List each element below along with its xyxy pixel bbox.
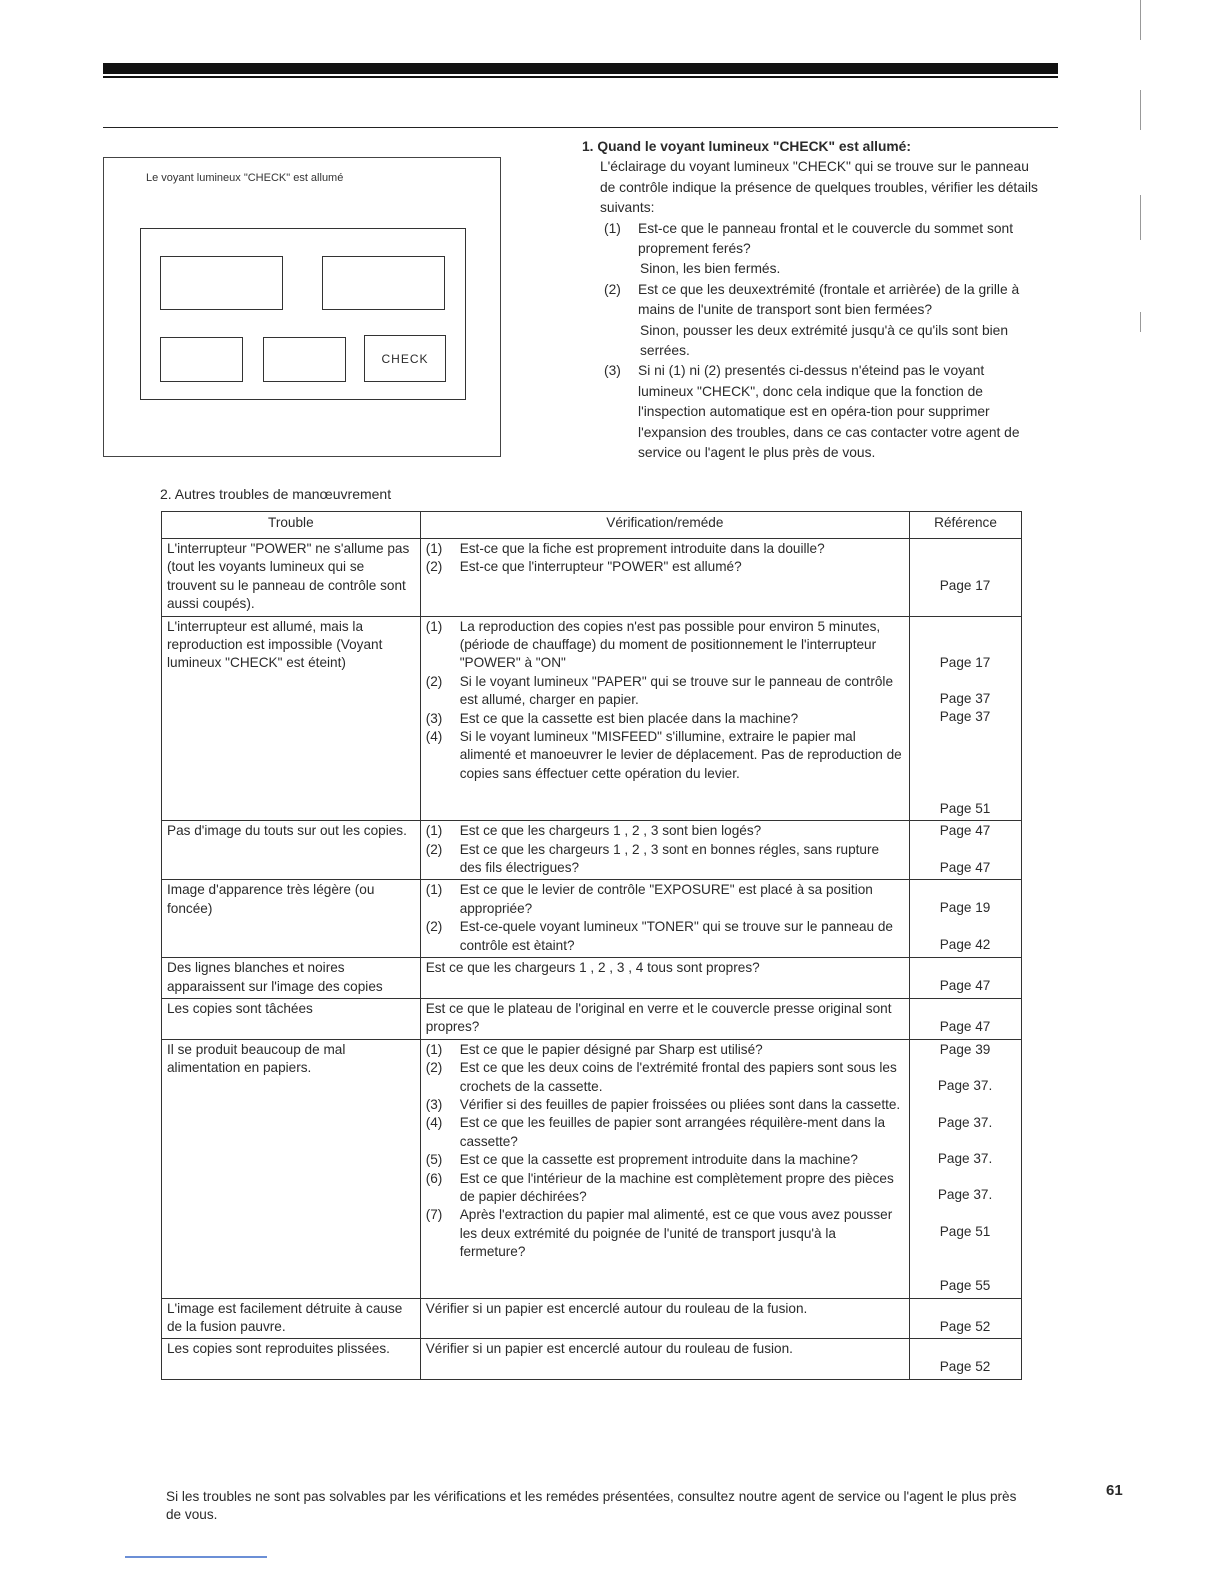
page-reference: Page 47 <box>939 859 991 875</box>
page-reference: Page 51 <box>939 800 991 816</box>
check-item <box>426 1096 903 1114</box>
section-1-intro: L'éclairage du voyant lumineux "CHECK" qui se trouve sur le panneau de contrôle indique la présence de quelques troubles, vérifier les détails suivants: <box>600 159 1038 216</box>
check-item <box>426 540 903 558</box>
item-text: Si ni (1) ni (2) presentés ci-dessus n'éteind pas le voyant lumineux "CHECK", donc cela indique que la fonction de l'inspection automatique est en opéra-tion pour supprimer l'expansion des troubles, dans ce cas contacter votre agent de service ou l'agent le plus près de vous. <box>638 363 1020 461</box>
section-divider <box>103 127 1058 128</box>
check-number: (2) <box>425 673 443 689</box>
check-text: Si le voyant lumineux "MISFEED" s'illumine, extraire le papier mal alimenté et manoeuvrer le levier de déplacement. Pas de reproduction de copies sans éffectuer cette opération du levier. <box>459 729 902 781</box>
check-number: (2) <box>425 841 443 857</box>
figure-caption: Le voyant lumineux "CHECK" est allumé <box>146 172 344 184</box>
verification-cell: Est ce que les chargeurs 1 , 2 , 3 , 4 tous sont propres? <box>420 958 909 999</box>
panel-indicator-2 <box>263 337 346 382</box>
check-item <box>426 1059 903 1096</box>
check-number: (1) <box>425 823 443 839</box>
page-reference: Page 52 <box>939 1318 991 1334</box>
check-text: La reproduction des copies n'est pas possible pour environ 5 minutes, (période de chauffage) du moment de positionnement le l'interrupteur "POWER" à "ON" <box>459 618 881 671</box>
trouble-cell: Les copies sont tâchées <box>162 998 421 1039</box>
page-reference: Page 51 <box>939 1223 991 1239</box>
check-text: Est ce que le levier de contrôle "EXPOSURE" est placé à sa position appropriée? <box>459 882 873 916</box>
check-number: (2) <box>425 1060 443 1076</box>
check-text: Est ce que l'intérieur de la machine est complètement propre des pièces de papier déchirées? <box>459 1170 894 1204</box>
verification-cell <box>420 821 909 880</box>
item-subtext: Sinon, pousser les deux extrémité jusqu'à ce qu'ils sont bien serrées. <box>640 322 1009 359</box>
section-2-heading: 2. Autres troubles de manœuvrement <box>160 486 392 502</box>
page-reference: Page 17 <box>939 654 991 670</box>
reference-cell <box>910 998 1022 1039</box>
check-number: (2) <box>425 559 443 575</box>
table-row <box>162 880 1022 958</box>
check-number: (4) <box>425 729 443 745</box>
reference-cell <box>910 539 1022 617</box>
panel-display-right <box>322 256 445 310</box>
page-number: 61 <box>1106 1482 1123 1499</box>
header-verification: Vérification/reméde <box>420 512 909 539</box>
page-reference: Page 37. <box>937 1114 993 1130</box>
check-item <box>426 918 903 955</box>
page-reference: Page 47 <box>939 978 991 994</box>
check-text: Est ce que le papier désigné par Sharp est utilisé? <box>459 1041 763 1057</box>
check-item <box>426 1170 903 1207</box>
verification-cell <box>420 880 909 958</box>
reference-cell <box>910 880 1022 958</box>
check-item <box>426 618 903 673</box>
table-row <box>162 1339 1022 1379</box>
check-item <box>426 710 903 728</box>
table-row <box>162 616 1022 821</box>
page-reference: Page 37 <box>939 691 991 707</box>
check-number: (1) <box>425 882 443 898</box>
panel-indicator-1 <box>160 337 243 382</box>
troubleshooting-table <box>161 511 1022 1380</box>
verification-cell <box>420 1039 909 1298</box>
section-1-item <box>582 219 1038 260</box>
verification-cell: Est ce que le plateau de l'original en verre et le couvercle presse original sont propres? <box>420 998 909 1039</box>
table-header-row <box>162 512 1022 539</box>
check-text: Vérifier si des feuilles de papier froissées ou pliées sont dans la cassette. <box>459 1096 901 1112</box>
header-reference: Référence <box>910 512 1022 539</box>
header-thick-rule <box>103 63 1058 74</box>
table-row <box>162 821 1022 880</box>
check-number: (3) <box>425 710 443 726</box>
check-indicator <box>364 335 446 382</box>
reference-cell <box>910 616 1022 821</box>
check-text: Est-ce-quele voyant lumineux "TONER" qui se trouve sur le panneau de contrôle est ètaint? <box>459 919 893 953</box>
page-reference: Page 47 <box>939 823 991 839</box>
check-indicator-label: CHECK <box>381 351 429 366</box>
check-item <box>426 822 903 840</box>
section-1-heading: 1. Quand le voyant lumineux "CHECK" est allumé: <box>582 139 911 154</box>
check-number: (2) <box>425 919 443 935</box>
check-number: (3) <box>425 1096 443 1112</box>
check-text: Est ce que les deux coins de l'extrémité frontal des papiers sont sous les crochets de la cassette. <box>459 1060 897 1094</box>
check-text: Est ce que la cassette est bien placée dans la machine? <box>459 710 799 726</box>
panel-display-left <box>160 256 283 310</box>
header-trouble: Trouble <box>162 512 421 539</box>
trouble-cell: Les copies sont reproduites plissées. <box>162 1339 421 1379</box>
section-1-item <box>582 361 1038 463</box>
check-item <box>426 881 903 918</box>
page-reference: Page 17 <box>939 578 991 593</box>
binding-edge-mark <box>1140 312 1141 332</box>
check-item <box>426 1041 903 1059</box>
check-item <box>426 1114 903 1151</box>
section-1-item <box>582 280 1038 321</box>
table-row <box>162 1298 1022 1339</box>
reference-cell <box>910 821 1022 880</box>
verification-cell <box>420 539 909 617</box>
page-reference: Page 55 <box>939 1278 991 1294</box>
check-text: Est ce que les chargeurs 1 , 2 , 3 sont bien logés? <box>459 823 762 839</box>
check-number: (1) <box>425 618 443 634</box>
page-reference: Page 37. <box>937 1187 993 1203</box>
reference-cell <box>910 1298 1022 1339</box>
page-reference: Page 47 <box>939 1018 991 1034</box>
check-number: (4) <box>425 1115 443 1131</box>
page-reference: Page 52 <box>939 1359 991 1375</box>
table-row <box>162 958 1022 999</box>
check-number: (7) <box>425 1207 443 1223</box>
trouble-cell: L'image est facilement détruite à cause de la fusion pauvre. <box>162 1298 421 1339</box>
table-row <box>162 998 1022 1039</box>
page-reference: Page 37 <box>939 709 991 725</box>
reference-cell <box>910 1039 1022 1298</box>
table-row <box>162 1039 1022 1298</box>
footnote: Si les troubles ne sont pas solvables par les vérifications et les remédes présentées, consultez noutre agent de service ou l'agent le plus près de vous. <box>166 1489 1017 1523</box>
check-number: (1) <box>425 1041 443 1057</box>
page-reference: Page 42 <box>939 936 991 952</box>
item-text: Est ce que les deuxextrémité (frontale et arrièrée) de la grille à mains de l'unite de transport sont bien fermées? <box>638 281 1020 318</box>
check-item <box>426 673 903 710</box>
check-text: Si le voyant lumineux "PAPER" qui se trouve sur le panneau de contrôle est allumé, charger en papier. <box>459 673 894 708</box>
reference-cell <box>910 1339 1022 1379</box>
check-number: (1) <box>425 541 443 556</box>
check-text: Après l'extraction du papier mal alimenté, est ce que vous avez pousser les deux extrémité du poignée de l'unité de transport jusqu'à la fermeture? <box>459 1207 893 1260</box>
trouble-cell: L'interrupteur est allumé, mais la reproduction est impossible (Voyant lumineux "CHECK" est éteint) <box>162 616 421 821</box>
page-reference: Page 37. <box>937 1150 993 1166</box>
binding-edge-mark <box>1140 90 1141 130</box>
header-thin-rule <box>103 76 1058 78</box>
trouble-cell: L'interrupteur "POWER" ne s'allume pas (tout les voyants lumineux qui se trouvent su le panneau de contrôle sont aussi coupés). <box>162 539 421 617</box>
check-item <box>426 728 903 783</box>
page-reference: Page 19 <box>939 900 991 916</box>
check-text: Est-ce que la fiche est proprement introduite dans la douille? <box>459 541 825 556</box>
check-number: (5) <box>425 1152 443 1168</box>
trouble-cell: Il se produit beaucoup de mal alimentation en papiers. <box>162 1039 421 1298</box>
item-number: (2) <box>604 281 621 297</box>
page-reference: Page 39 <box>939 1041 991 1057</box>
item-text: Est-ce que le panneau frontal et le couvercle du sommet sont proprement ferés? <box>638 220 1014 257</box>
trouble-cell: Pas d'image du touts sur out les copies. <box>162 821 421 880</box>
trouble-cell: Des lignes blanches et noires apparaissent sur l'image des copies <box>162 958 421 999</box>
check-item <box>426 1206 903 1261</box>
check-number: (6) <box>425 1170 443 1186</box>
page-reference: Page 37. <box>937 1078 993 1094</box>
check-item <box>426 841 903 878</box>
verification-cell: Vérifier si un papier est encerclé autour du rouleau de fusion. <box>420 1339 909 1379</box>
check-text: Est ce que les chargeurs 1 , 2 , 3 sont en bonnes régles, sans rupture des fils électrigues? <box>459 841 880 876</box>
trouble-cell: Image d'apparence très légère (ou foncée) <box>162 880 421 958</box>
table-row <box>162 539 1022 617</box>
check-item <box>426 558 903 576</box>
item-number: (3) <box>604 363 621 379</box>
check-text: Est ce que la cassette est proprement introduite dans la machine? <box>459 1152 858 1168</box>
item-subtext: Sinon, les bien fermés. <box>640 261 781 277</box>
binding-edge-mark <box>1140 0 1141 40</box>
section-check-light <box>582 137 1038 464</box>
binding-edge-mark <box>1140 195 1141 240</box>
scan-mark <box>125 1556 267 1558</box>
item-number: (1) <box>604 220 621 236</box>
verification-cell <box>420 616 909 821</box>
check-item <box>426 1151 903 1169</box>
check-text: Est-ce que l'interrupteur "POWER" est allumé? <box>459 559 742 575</box>
verification-cell: Vérifier si un papier est encerclé autour du rouleau de la fusion. <box>420 1298 909 1339</box>
check-text: Est ce que les feuilles de papier sont arrangées réquilère-ment dans la cassette? <box>459 1115 886 1149</box>
reference-cell <box>910 958 1022 999</box>
